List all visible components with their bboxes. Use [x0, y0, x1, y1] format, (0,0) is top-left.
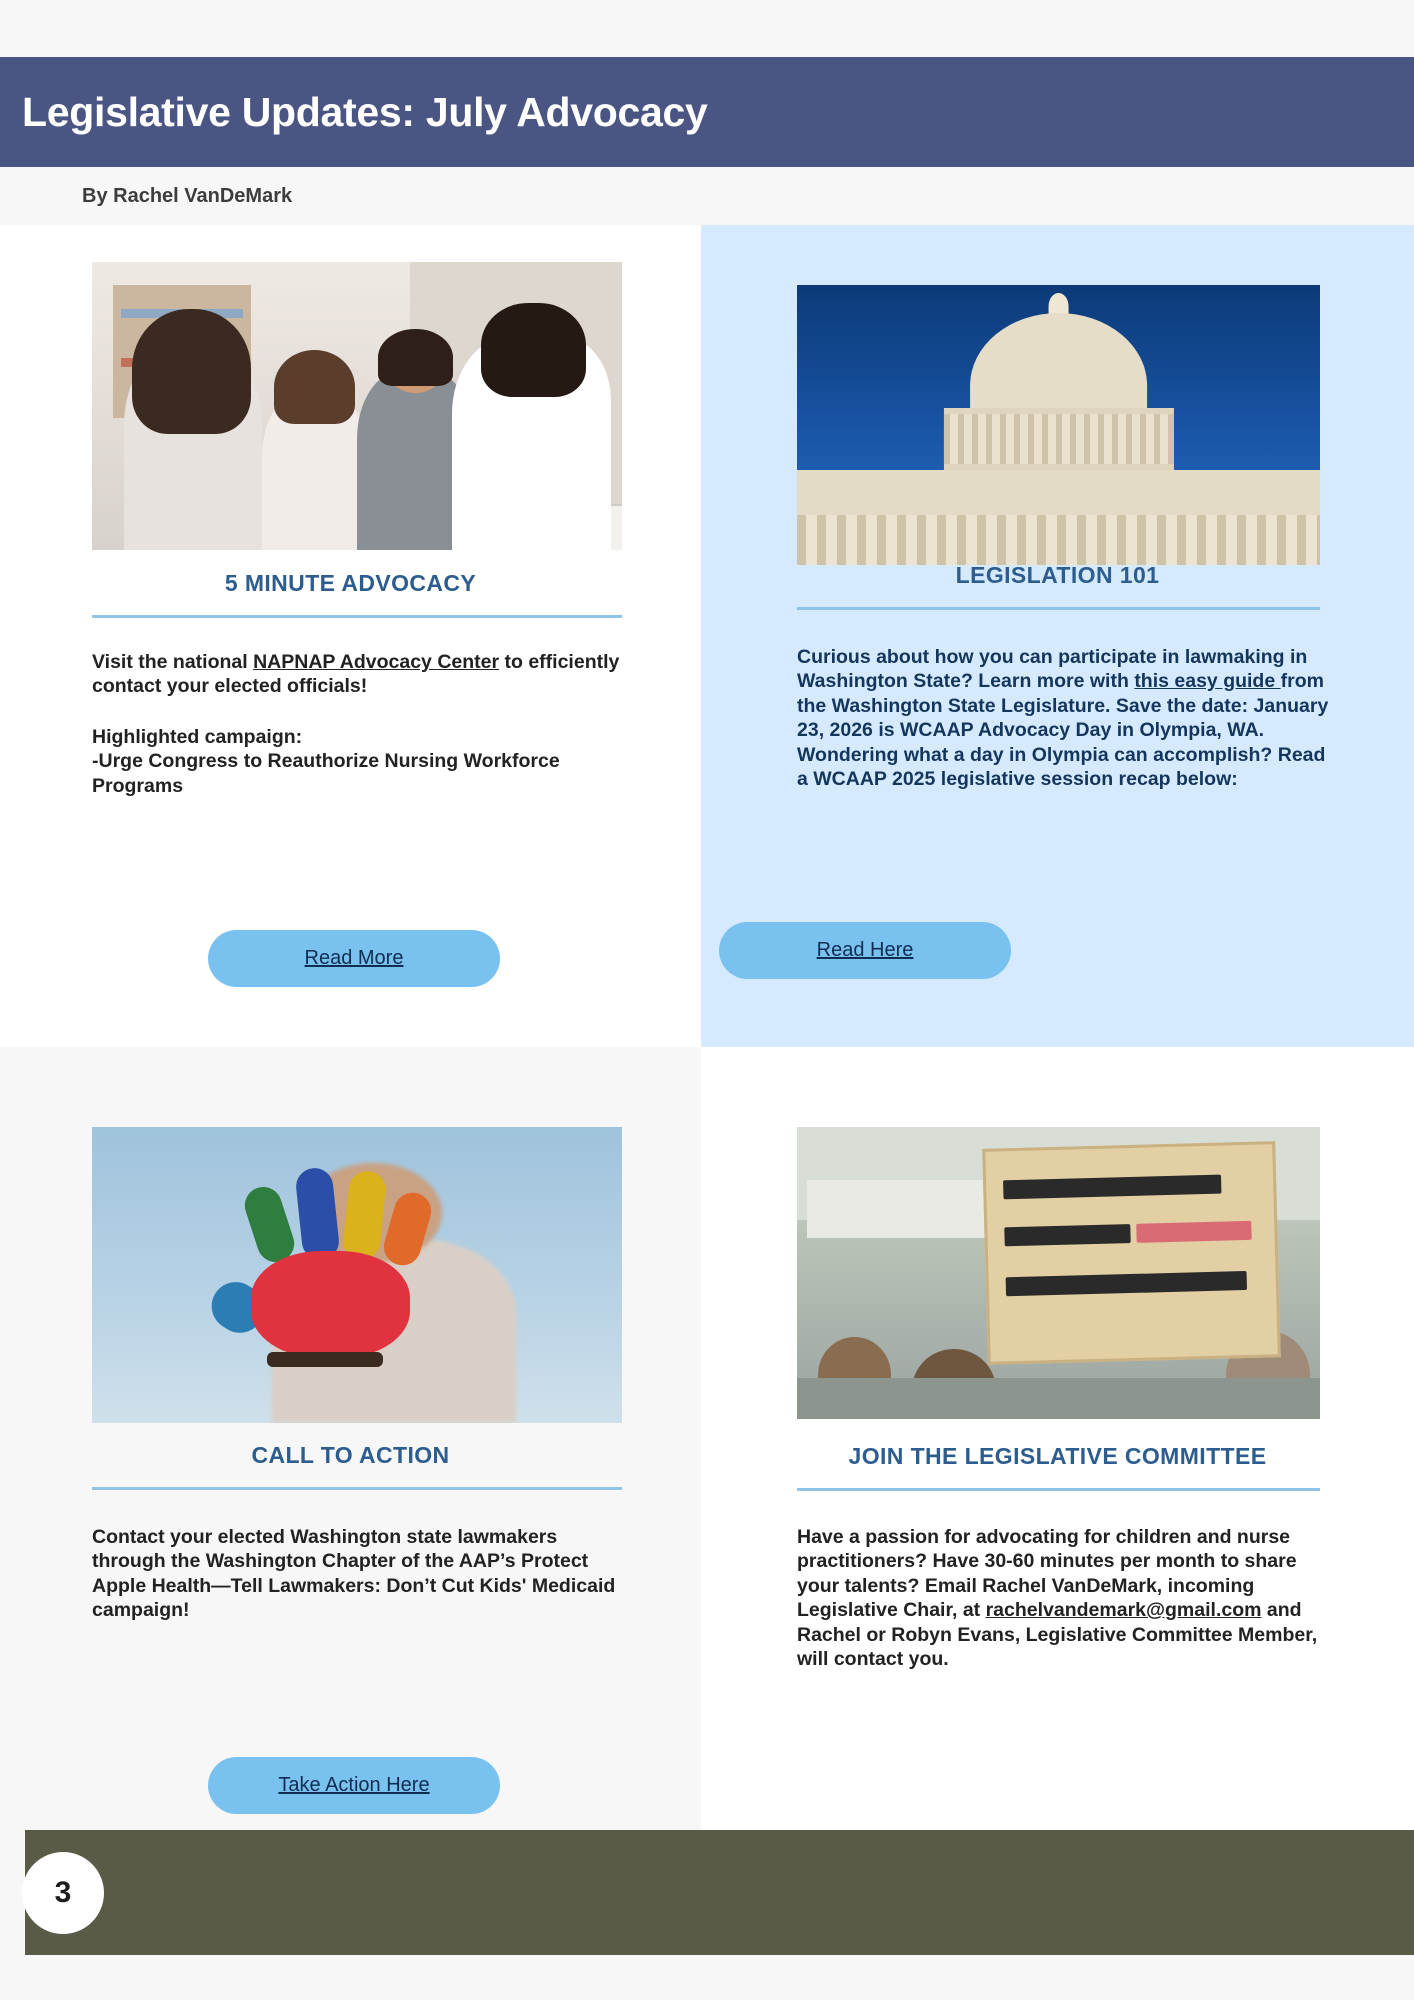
title-divider	[92, 1487, 622, 1490]
content-grid	[0, 225, 1414, 1830]
title-divider	[797, 607, 1320, 610]
take-action-here-button-label: Take Action Here	[278, 1774, 430, 1796]
body-text-run: Have a passion for advocating for children and nurse practitioners? Have 30-60 minutes per month to share your talents? Email Rachel VanDeMark, incoming Legislative Chair, at	[797, 1526, 1297, 1622]
painted-hand-child-photo	[92, 1127, 622, 1423]
protest-sign-fight-today-photo	[797, 1127, 1320, 1419]
page-title: Legislative Updates: July Advocacy	[22, 88, 708, 135]
footer-bar	[25, 1830, 1414, 1955]
footer-bottom-margin	[0, 1955, 1414, 2000]
card-title: CALL TO ACTION	[251, 1442, 450, 1468]
body-text-run: and Rachel or Robyn Evans, Legislative Committee Member, will contact you.	[797, 1599, 1318, 1670]
body-text-run: Curious about how you can participate in lawmaking in Washington State? Learn more with	[797, 646, 1308, 693]
read-here-button[interactable]	[719, 922, 1011, 979]
card-body	[92, 650, 622, 798]
card-legislation-101	[701, 225, 1414, 1047]
card-call-to-action	[0, 1047, 701, 1830]
read-more-button-label: Read More	[304, 947, 404, 969]
card-join-the-legislative-committee	[701, 1047, 1414, 1830]
body-text-run: Visit the national	[92, 651, 254, 673]
take-action-here-button[interactable]	[208, 1757, 500, 1814]
us-capitol-dome-photo	[797, 285, 1320, 565]
body-text-run: from the Washington State Legislature. Save the date: January 23, 2026 is WCAAP Advocacy Day in Olympia, WA. Wondering what a day in Olympia can accomplish? Read a WCAAP 2025 legislative session recap below:	[797, 670, 1329, 790]
top-margin	[0, 0, 1414, 57]
title-divider	[797, 1488, 1320, 1491]
body-text-run: to efficiently contact your elected officials!	[92, 651, 620, 698]
napnap-advocacy-center-link[interactable]: NAPNAP Advocacy Center	[253, 651, 500, 673]
body-text-run: -Urge Congress to Reauthorize Nursing Workforce Programs	[92, 750, 560, 797]
byline: By Rachel VanDeMark	[82, 184, 293, 207]
card-body	[797, 645, 1332, 791]
email-link[interactable]: rachelvandemark@gmail.com	[985, 1599, 1262, 1622]
card-body	[797, 1525, 1320, 1671]
card-body	[92, 1525, 622, 1623]
card-title: 5 MINUTE ADVOCACY	[224, 570, 477, 596]
card-title: JOIN THE LEGISLATIVE COMMITTEE	[848, 1443, 1267, 1469]
card-title: LEGISLATION 101	[955, 562, 1160, 588]
byline-bar	[0, 167, 1414, 225]
title-divider	[92, 615, 622, 618]
body-text-run: Highlighted campaign:	[92, 725, 303, 748]
page-number-badge: 3	[22, 1852, 104, 1934]
easy-guide-link[interactable]: this easy guide	[1134, 670, 1281, 693]
page-header	[0, 57, 1414, 167]
card-five-minute-advocacy	[0, 225, 701, 1047]
body-text-run: Contact your elected Washington state lawmakers through the Washington Chapter of the AAP’s Protect Apple Health—Tell Lawmakers: Don’t Cut Kids' Medicaid campaign!	[92, 1526, 616, 1622]
clinic-family-visit-photo	[92, 262, 622, 550]
read-here-button-label: Read Here	[816, 939, 914, 961]
read-more-button[interactable]	[208, 930, 500, 987]
